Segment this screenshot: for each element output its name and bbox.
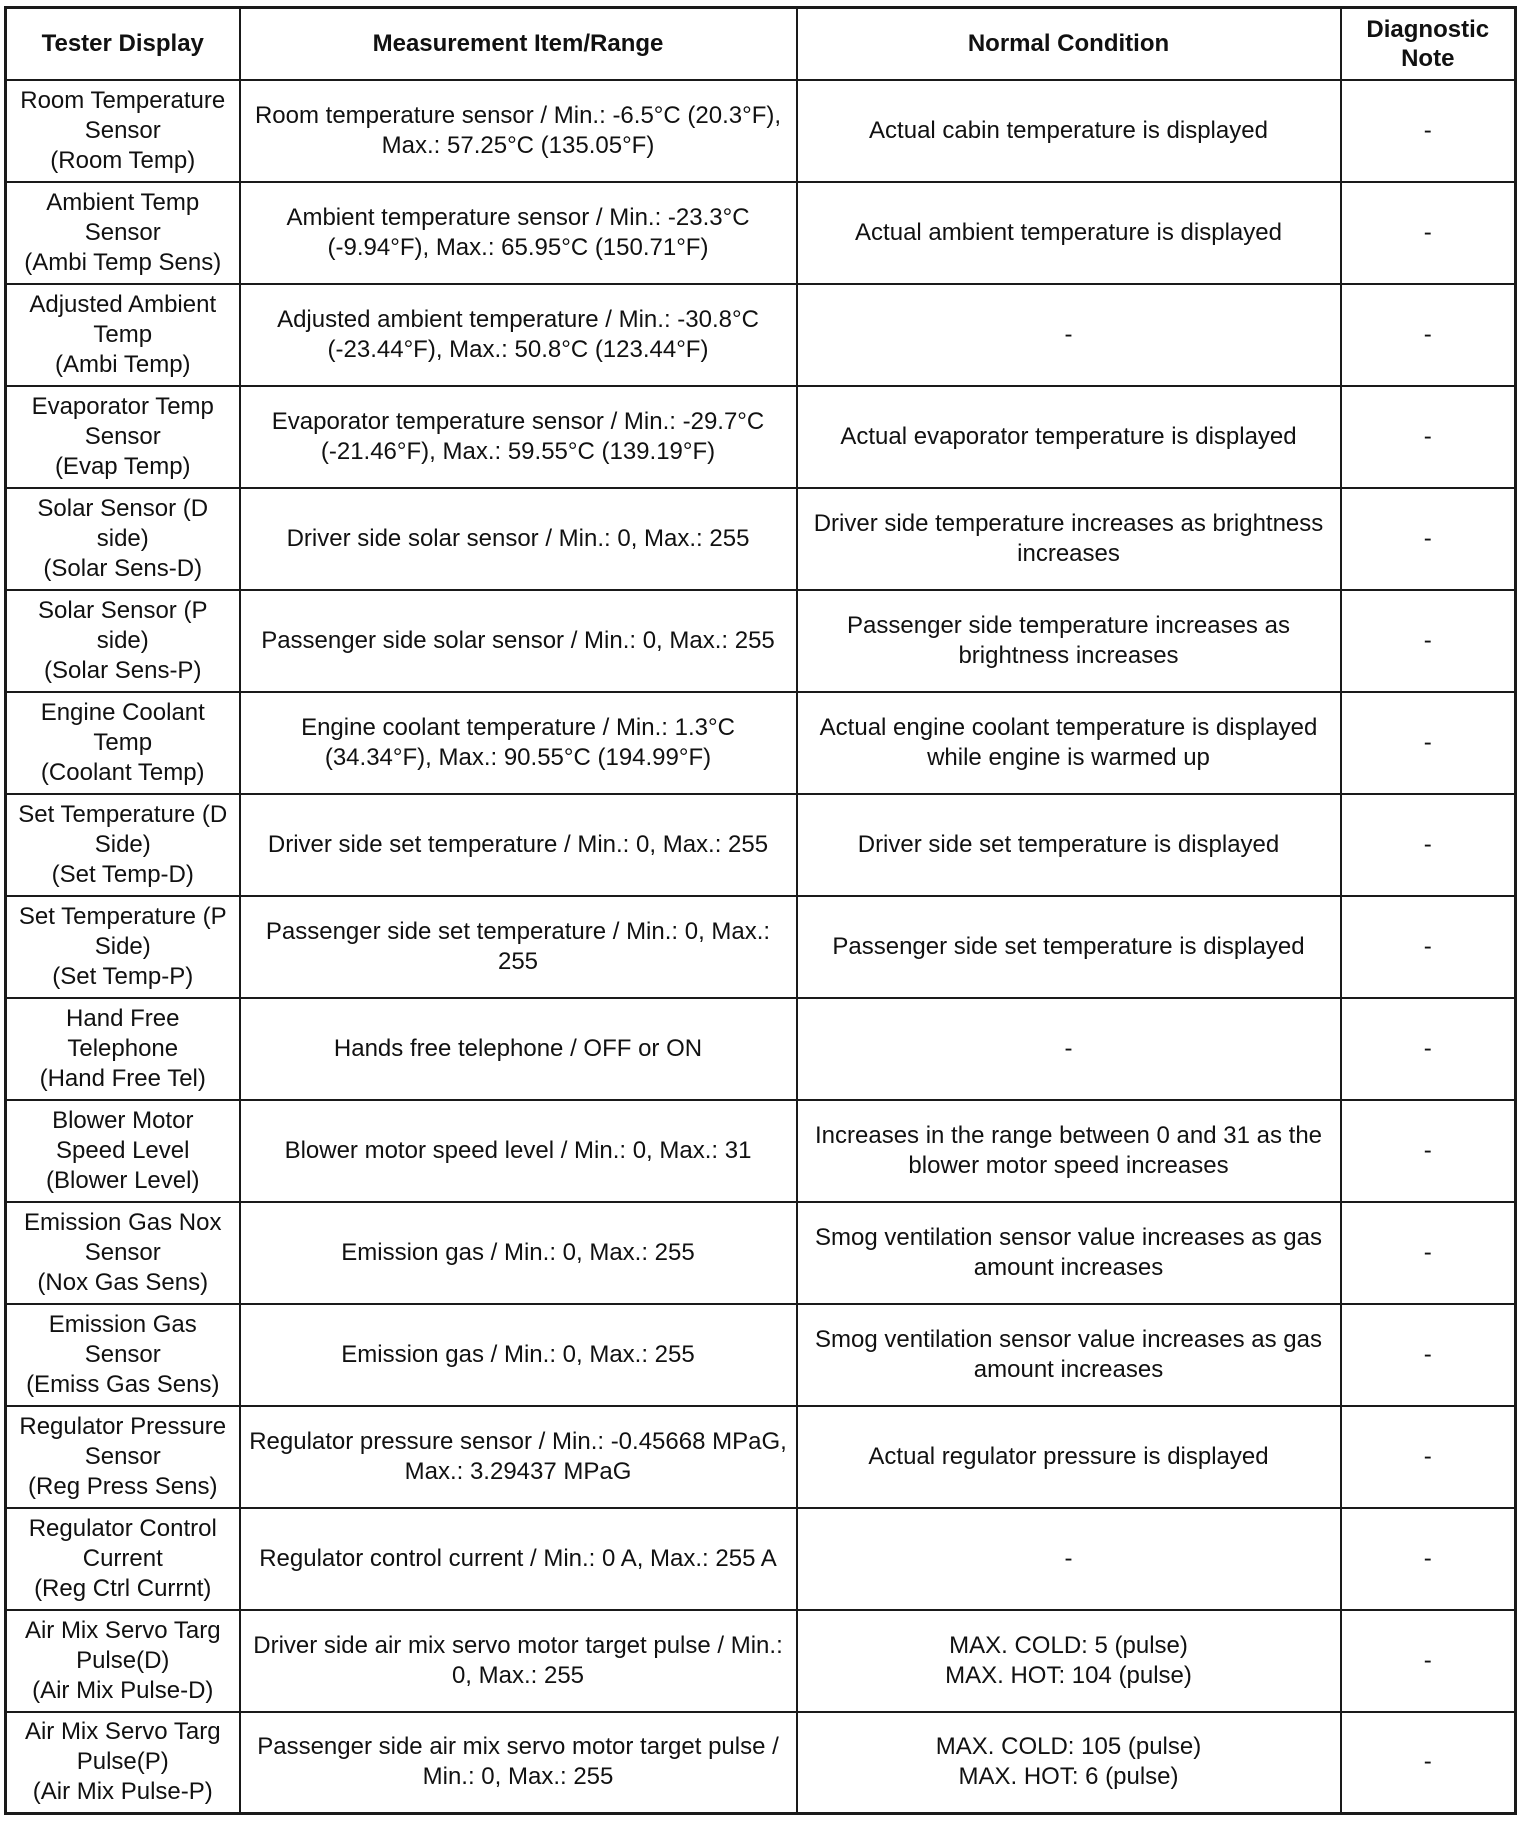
normal-condition-cell: Actual evaporator temperature is displayed bbox=[797, 386, 1341, 488]
diagnostic-note-cell: - bbox=[1341, 692, 1516, 794]
measurement-cell: Driver side air mix servo motor target pulse / Min.: 0, Max.: 255 bbox=[240, 1610, 797, 1712]
measurement-cell: Room temperature sensor / Min.: -6.5°C (20.3°F), Max.: 57.25°C (135.05°F) bbox=[240, 80, 797, 182]
measurement-cell: Ambient temperature sensor / Min.: -23.3°C (-9.94°F), Max.: 65.95°C (150.71°F) bbox=[240, 182, 797, 284]
table-row bbox=[6, 1508, 1516, 1610]
measurement-cell: Evaporator temperature sensor / Min.: -29.7°C (-21.46°F), Max.: 59.55°C (139.19°F) bbox=[240, 386, 797, 488]
diagnostic-note-cell: - bbox=[1341, 794, 1516, 896]
normal-condition-cell: Actual engine coolant temperature is displayed while engine is warmed up bbox=[797, 692, 1341, 794]
diagnostic-note-cell: - bbox=[1341, 284, 1516, 386]
tester-display-cell: Set Temperature (D Side) (Set Temp-D) bbox=[6, 794, 240, 896]
table-row bbox=[6, 998, 1516, 1100]
table-row bbox=[6, 590, 1516, 692]
normal-condition-cell: Actual cabin temperature is displayed bbox=[797, 80, 1341, 182]
table-row bbox=[6, 794, 1516, 896]
header-diagnostic-note: Diagnostic Note bbox=[1341, 8, 1516, 80]
diagnostic-note-cell: - bbox=[1341, 1304, 1516, 1406]
diagnostic-note-cell: - bbox=[1341, 998, 1516, 1100]
diagnostic-note-cell: - bbox=[1341, 182, 1516, 284]
normal-condition-cell: Passenger side set temperature is displayed bbox=[797, 896, 1341, 998]
diagnostic-note-cell: - bbox=[1341, 1508, 1516, 1610]
normal-condition-cell: Smog ventilation sensor value increases as gas amount increases bbox=[797, 1304, 1341, 1406]
table-row bbox=[6, 488, 1516, 590]
normal-condition-cell: - bbox=[797, 1508, 1341, 1610]
tester-display-cell: Air Mix Servo Targ Pulse(P) (Air Mix Pulse-P) bbox=[6, 1712, 240, 1814]
table-row bbox=[6, 284, 1516, 386]
table-row bbox=[6, 896, 1516, 998]
tester-display-cell: Evaporator Temp Sensor (Evap Temp) bbox=[6, 386, 240, 488]
normal-condition-cell: MAX. COLD: 5 (pulse) MAX. HOT: 104 (pulse) bbox=[797, 1610, 1341, 1712]
diagnostic-note-cell: - bbox=[1341, 80, 1516, 182]
measurement-cell: Passenger side solar sensor / Min.: 0, Max.: 255 bbox=[240, 590, 797, 692]
header-measurement: Measurement Item/Range bbox=[240, 8, 797, 80]
diagnostic-note-cell: - bbox=[1341, 1712, 1516, 1814]
table-row bbox=[6, 182, 1516, 284]
diagnostic-note-cell: - bbox=[1341, 590, 1516, 692]
tester-display-cell: Engine Coolant Temp (Coolant Temp) bbox=[6, 692, 240, 794]
measurement-cell: Blower motor speed level / Min.: 0, Max.: 31 bbox=[240, 1100, 797, 1202]
header-normal-condition: Normal Condition bbox=[797, 8, 1341, 80]
normal-condition-cell: - bbox=[797, 284, 1341, 386]
table-row bbox=[6, 692, 1516, 794]
normal-condition-cell: MAX. COLD: 105 (pulse) MAX. HOT: 6 (pulse) bbox=[797, 1712, 1341, 1814]
tester-display-cell: Solar Sensor (D side) (Solar Sens-D) bbox=[6, 488, 240, 590]
table-row bbox=[6, 1304, 1516, 1406]
normal-condition-cell: - bbox=[797, 998, 1341, 1100]
diagnostic-note-cell: - bbox=[1341, 1100, 1516, 1202]
measurement-cell: Passenger side air mix servo motor target pulse / Min.: 0, Max.: 255 bbox=[240, 1712, 797, 1814]
tester-display-cell: Regulator Control Current (Reg Ctrl Currnt) bbox=[6, 1508, 240, 1610]
table-body bbox=[6, 80, 1516, 1814]
data-monitor-table bbox=[4, 6, 1517, 1815]
tester-display-cell: Emission Gas Nox Sensor (Nox Gas Sens) bbox=[6, 1202, 240, 1304]
normal-condition-cell: Driver side temperature increases as brightness increases bbox=[797, 488, 1341, 590]
diagnostic-note-cell: - bbox=[1341, 1406, 1516, 1508]
tester-display-cell: Adjusted Ambient Temp (Ambi Temp) bbox=[6, 284, 240, 386]
tester-display-cell: Air Mix Servo Targ Pulse(D) (Air Mix Pulse-D) bbox=[6, 1610, 240, 1712]
table-row bbox=[6, 80, 1516, 182]
table-row bbox=[6, 386, 1516, 488]
page bbox=[4, 6, 1517, 1815]
table-row bbox=[6, 1610, 1516, 1712]
normal-condition-cell: Passenger side temperature increases as brightness increases bbox=[797, 590, 1341, 692]
diagnostic-note-cell: - bbox=[1341, 1202, 1516, 1304]
normal-condition-cell: Actual ambient temperature is displayed bbox=[797, 182, 1341, 284]
measurement-cell: Emission gas / Min.: 0, Max.: 255 bbox=[240, 1202, 797, 1304]
tester-display-cell: Set Temperature (P Side) (Set Temp-P) bbox=[6, 896, 240, 998]
measurement-cell: Adjusted ambient temperature / Min.: -30.8°C (-23.44°F), Max.: 50.8°C (123.44°F) bbox=[240, 284, 797, 386]
header-tester-display: Tester Display bbox=[6, 8, 240, 80]
normal-condition-cell: Increases in the range between 0 and 31 as the blower motor speed increases bbox=[797, 1100, 1341, 1202]
measurement-cell: Driver side solar sensor / Min.: 0, Max.: 255 bbox=[240, 488, 797, 590]
diagnostic-note-cell: - bbox=[1341, 386, 1516, 488]
tester-display-cell: Blower Motor Speed Level (Blower Level) bbox=[6, 1100, 240, 1202]
tester-display-cell: Ambient Temp Sensor (Ambi Temp Sens) bbox=[6, 182, 240, 284]
measurement-cell: Emission gas / Min.: 0, Max.: 255 bbox=[240, 1304, 797, 1406]
normal-condition-cell: Actual regulator pressure is displayed bbox=[797, 1406, 1341, 1508]
table-row bbox=[6, 1100, 1516, 1202]
measurement-cell: Engine coolant temperature / Min.: 1.3°C (34.34°F), Max.: 90.55°C (194.99°F) bbox=[240, 692, 797, 794]
tester-display-cell: Solar Sensor (P side) (Solar Sens-P) bbox=[6, 590, 240, 692]
tester-display-cell: Room Temperature Sensor (Room Temp) bbox=[6, 80, 240, 182]
diagnostic-note-cell: - bbox=[1341, 1610, 1516, 1712]
measurement-cell: Passenger side set temperature / Min.: 0, Max.: 255 bbox=[240, 896, 797, 998]
normal-condition-cell: Driver side set temperature is displayed bbox=[797, 794, 1341, 896]
measurement-cell: Hands free telephone / OFF or ON bbox=[240, 998, 797, 1100]
measurement-cell: Driver side set temperature / Min.: 0, Max.: 255 bbox=[240, 794, 797, 896]
table-row bbox=[6, 1406, 1516, 1508]
measurement-cell: Regulator control current / Min.: 0 A, Max.: 255 A bbox=[240, 1508, 797, 1610]
tester-display-cell: Regulator Pressure Sensor (Reg Press Sens) bbox=[6, 1406, 240, 1508]
diagnostic-note-cell: - bbox=[1341, 896, 1516, 998]
diagnostic-note-cell: - bbox=[1341, 488, 1516, 590]
table-row bbox=[6, 1712, 1516, 1814]
tester-display-cell: Emission Gas Sensor (Emiss Gas Sens) bbox=[6, 1304, 240, 1406]
header-row bbox=[6, 8, 1516, 80]
tester-display-cell: Hand Free Telephone (Hand Free Tel) bbox=[6, 998, 240, 1100]
table-row bbox=[6, 1202, 1516, 1304]
measurement-cell: Regulator pressure sensor / Min.: -0.45668 MPaG, Max.: 3.29437 MPaG bbox=[240, 1406, 797, 1508]
normal-condition-cell: Smog ventilation sensor value increases as gas amount increases bbox=[797, 1202, 1341, 1304]
